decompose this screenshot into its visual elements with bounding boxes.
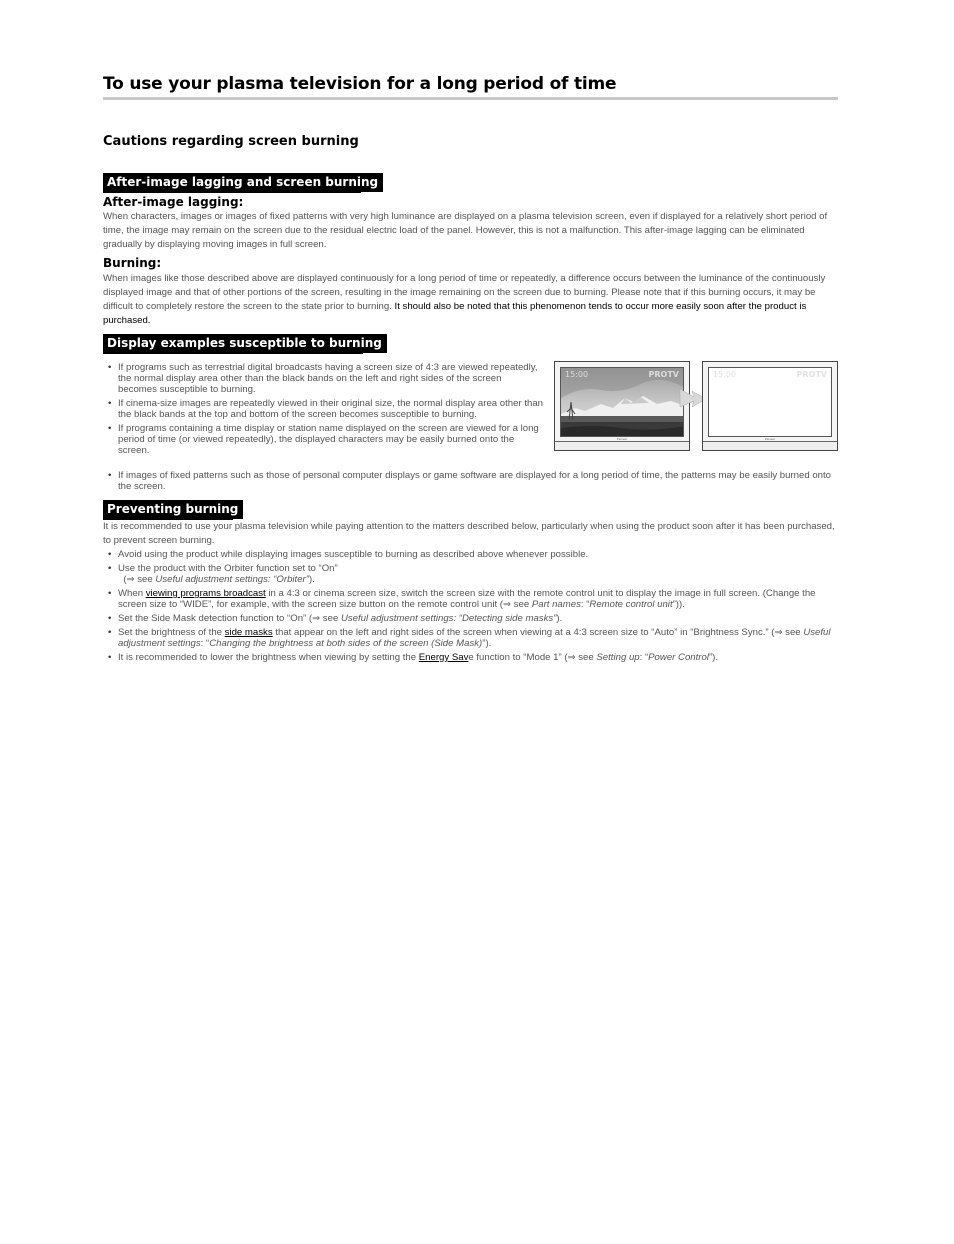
tv-screen-landscape — [560, 367, 684, 437]
tv-brand-logo: Pioneer — [764, 437, 776, 441]
list-item — [103, 563, 838, 585]
burning-heading: Burning: — [103, 256, 162, 270]
examples-list — [103, 362, 543, 459]
link-viewing-programs-broadcast[interactable]: viewing programs broadcast — [145, 588, 266, 599]
list-item: • If programs such as terrestrial digital broadcasts having a screen size of 4:3 are viewed repeatedly, the normal display area other than the black bands on the left and right sides of the screen becomes susceptible to burning. — [103, 362, 543, 395]
cross-reference: Useful adjustment settings: “Orbiter” — [155, 574, 309, 585]
list-item: • If cinema-size images are repeatedly viewed in their original size, the normal display area other than the black bands at the top and bottom of the screen becomes susceptible to burning. — [103, 398, 543, 420]
burning-text-main: When images like those described above are displayed continuously for a long period of time or repeatedly, a difference occurs between the luminance of the continuously displayed image and that of other portions of the screen, resulting in the image remaining on the screen due to burning. Please note that if this burning occurs, it may be difficult to completely restore the screen to the state prior to burning. — [103, 273, 826, 312]
item-text: ). — [308, 574, 315, 585]
tab-preventing-burning: Preventing burning — [103, 500, 243, 519]
cross-reference: Changing the brightness at both sides of the screen (Side Mask) — [209, 638, 483, 649]
page-title: To use your plasma television for a long period of time — [103, 74, 617, 94]
tv-screen-burned — [708, 367, 832, 437]
tv-with-program-image — [554, 361, 690, 451]
link-side-masks[interactable]: side masks — [224, 627, 273, 638]
tv-stand — [703, 441, 837, 450]
preventing-list — [103, 549, 838, 666]
item-text: Use the product with the Orbiter function set to “On” — [118, 563, 338, 574]
burning-text-emphasis: It should also be noted that this phenomenon tends to occur more easily soon after the product is purchased. — [103, 301, 807, 326]
cross-reference: Part names — [531, 599, 581, 610]
list-item: • Avoid using the product while displaying images susceptible to burning as described above whenever possible. — [103, 549, 838, 560]
link-energy-save[interactable]: Energy Sav — [418, 652, 469, 663]
item-text: ”). — [708, 652, 719, 663]
list-item: • If programs containing a time display or station name displayed on the screen are viewed for a long period of time (or viewed repeatedly), the displayed characters may be easily burned onto the screen. — [103, 423, 543, 456]
item-text: (⇒ see — [123, 574, 156, 585]
tab-after-image-lagging: After-image lagging and screen burning — [103, 173, 383, 192]
after-image-text: When characters, images or images of fixed patterns with very high luminance are displayed on a plasma television screen, even if displayed for a relatively short period of time, the image may remain on the screen due to the residual electric load of the panel. However, this is not a malfunction. This after-image lagging can be eliminated gradually by displaying moving images in full screen. — [103, 211, 828, 250]
cross-reference: Useful adjustment settings — [118, 627, 831, 649]
item-text: ). — [556, 613, 563, 624]
item-text: ”). — [482, 638, 492, 649]
after-image-heading: After-image lagging: — [103, 195, 244, 209]
cross-reference: Remote control unit — [589, 599, 673, 610]
item-text: in a 4:3 or cinema screen size, switch the screen size with the remote control unit to display the image in full screen. (Change the screen size to “WIDE”, for example, with the screen size button on the remote control unit (⇒ see — [118, 588, 816, 610]
item-text: e function to “Mode 1” (⇒ see — [468, 652, 597, 663]
preventing-intro: It is recommended to use your plasma television while paying attention to the matters described below, particularly when using the product soon after it has been purchased, to prevent screen burning. — [103, 521, 835, 546]
item-text: : “ — [639, 652, 649, 663]
item-text: ”)). — [672, 599, 685, 610]
item-text: that appear on the left and right sides of the screen when viewing at a 4:3 screen size to “Auto” in “Brightness Sync.” (⇒ see — [272, 627, 804, 638]
list-item — [103, 627, 838, 649]
section-heading: Cautions regarding screen burning — [103, 134, 359, 149]
item-text: : “ — [580, 599, 590, 610]
examples-list-continued — [103, 470, 838, 495]
item-text: When — [118, 588, 146, 599]
burned-station-name: PROTV — [796, 370, 827, 379]
tv-brand-logo: Pioneer — [616, 437, 628, 441]
tab-underline — [103, 192, 361, 193]
cross-reference: Setting up — [596, 652, 640, 663]
item-text: Set the Side Mask detection function to “On” (⇒ see — [118, 613, 341, 624]
item-text: : “ — [200, 638, 210, 649]
title-rule — [103, 97, 838, 100]
burned-time-display: 15:00 — [713, 370, 737, 379]
station-name: PROTV — [648, 370, 679, 379]
tab-display-examples: Display examples susceptible to burning — [103, 334, 387, 353]
list-item — [103, 652, 838, 663]
time-display: 15:00 — [565, 370, 589, 379]
list-item — [103, 588, 838, 610]
tv-stand — [555, 441, 689, 450]
cross-reference: Power Control — [648, 652, 709, 663]
item-text: It is recommended to lower the brightness when viewing by setting the — [118, 652, 419, 663]
burning-text — [103, 272, 838, 328]
tv-with-burned-image — [702, 361, 838, 451]
tab-underline — [103, 353, 363, 354]
item-text: Set the brightness of the — [118, 627, 225, 638]
cross-reference: Useful adjustment settings: “Detecting side masks” — [340, 613, 557, 624]
list-item — [103, 613, 838, 624]
list-item: • If images of fixed patterns such as those of personal computer displays or game software are displayed for a long period of time, the patterns may be easily burned onto the screen. — [103, 470, 838, 492]
